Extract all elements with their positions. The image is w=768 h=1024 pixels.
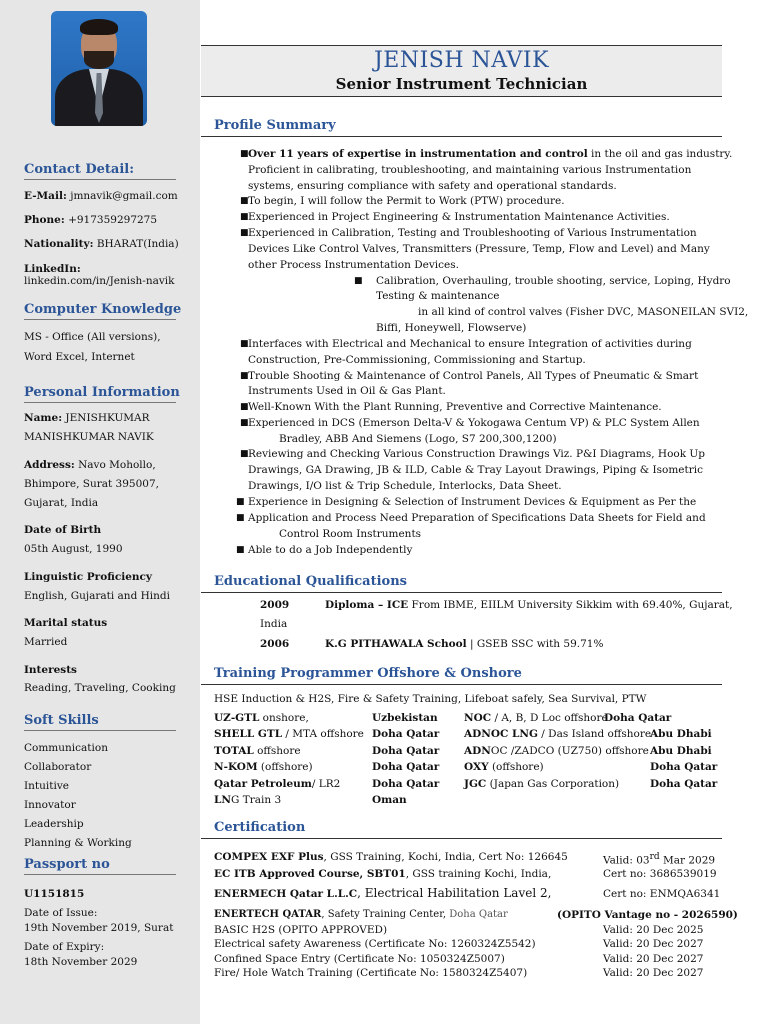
sidebar: [0, 0, 200, 1024]
profile-line: Drawings, I/O list & Trip Schedule, Interlocks, Data Sheet.: [248, 480, 562, 492]
marital-value: Married: [24, 636, 68, 648]
certification-entry: ENERTECH QATAR, Safety Training Center, Doha Qatar: [214, 909, 508, 920]
profile-line: Well-Known With the Plant Running, Preventive and Corrective Maintenance.: [248, 401, 662, 413]
computer-line-1: MS - Office (All versions),: [24, 331, 161, 343]
marital-label: Marital status: [24, 617, 108, 629]
bullet: ■: [236, 497, 245, 507]
training-intro: HSE Induction & H2S, Fire & Safety Training, Lifeboat safely, Sea Survival, PTW: [214, 693, 647, 705]
linkedin-label: LinkedIn:: [24, 263, 81, 275]
training-item: ADNOC LNG / Das Island offshore: [464, 728, 652, 740]
address-line: Address: Navo Mohollo,: [24, 459, 156, 471]
profile-line: Experienced in DCS (Emerson Delta-V & Yokogawa Centum VP) & PLC System Allen: [248, 417, 700, 429]
certification-validity: Valid: 20 Dec 2025: [603, 924, 704, 936]
profile-line: Trouble Shooting & Maintenance of Control Panels, All Types of Pneumatic & Smart: [248, 370, 699, 382]
profile-line: Experience in Designing & Selection of Instrument Devices & Equipment as Per the: [248, 496, 697, 508]
linkedin-link[interactable]: linkedin.com/in/Jenish-navik: [24, 275, 175, 287]
profile-line: Reviewing and Checking Various Construction Drawings Viz. P&I Diagrams, Hook Up: [248, 448, 706, 460]
certification-validity: Valid: 03rd Mar 2029: [603, 852, 716, 867]
training-place: Doha Qatar: [604, 712, 672, 724]
training-place: Oman: [372, 794, 407, 806]
soft-skill-item: Intuitive: [24, 780, 69, 792]
soft-skill-item: Planning & Working: [24, 837, 132, 849]
education-heading: Educational Qualifications: [214, 574, 407, 589]
training-place: Doha Qatar: [650, 778, 718, 790]
bullet: ■: [236, 513, 245, 523]
profile-line: Control Room Instruments: [279, 528, 422, 540]
certification-heading: Certification: [214, 820, 306, 835]
profile-line: Calibration, Overhauling, trouble shooting, service, Loping, Hydro: [376, 275, 731, 287]
certification-row: Fire/ Hole Watch Training (Certificate No: 1580324Z5407): [214, 967, 528, 979]
interests-value: Reading, Traveling, Cooking: [24, 682, 176, 694]
soft-skills-heading: Soft Skills: [24, 713, 176, 731]
profile-photo: [51, 11, 147, 126]
interests-label: Interests: [24, 664, 77, 676]
training-item: LNG Train 3: [214, 794, 282, 806]
name-line: Name: JENISHKUMAR: [24, 412, 150, 424]
dob-value: 05th August, 1990: [24, 543, 123, 555]
contact-heading: Contact Detail:: [24, 162, 176, 180]
profile-line: Experienced in Calibration, Testing and Troubleshooting of Various Instrumentation: [248, 227, 697, 239]
soft-skill-item: Collaborator: [24, 761, 92, 773]
profile-line: Interfaces with Electrical and Mechanical to ensure Integration of activities during: [248, 338, 692, 350]
training-place: Doha Qatar: [372, 745, 440, 757]
bullet: ■: [240, 196, 249, 206]
certification-row: Confined Space Entry (Certificate No: 1050324Z5007): [214, 953, 505, 965]
profile-line: Drawings, GA Drawing, JB & ILD, Cable & Tray Layout Drawings, Piping & Isometric: [248, 464, 703, 476]
bullet: ■: [354, 276, 363, 286]
bullet: ■: [240, 371, 249, 381]
certification-validity: Cert no: ENMQA6341: [603, 888, 721, 900]
language-label: Linguistic Proficiency: [24, 571, 153, 583]
nationality-line: Nationality: BHARAT(India): [24, 238, 179, 250]
training-item: TOTAL offshore: [214, 745, 301, 757]
passport-issue-label: Date of Issue:: [24, 907, 98, 919]
certification-validity: Valid: 20 Dec 2027: [603, 938, 704, 950]
profile-line: Proficient in calibrating, troubleshooting, and maintaining various Instrumentation: [248, 164, 692, 176]
profile-line: in all kind of control valves (Fisher DVC, MASONEILAN SVI2,: [418, 306, 749, 318]
certification-validity: Cert no: 3686539019: [603, 868, 717, 880]
certification-validity: Valid: 20 Dec 2027: [603, 967, 704, 979]
passport-expiry-label: Date of Expiry:: [24, 941, 105, 953]
profile-line: Application and Process Need Preparation of Specifications Data Sheets for Field and: [248, 512, 706, 524]
email-line: E-Mail: jmnavik@gmail.com: [24, 190, 178, 202]
section-rule: [201, 592, 722, 593]
training-place: Abu Dhabi: [650, 728, 712, 740]
bullet: ■: [236, 545, 245, 555]
soft-skill-item: Communication: [24, 742, 108, 754]
passport-heading: Passport no: [24, 857, 176, 875]
profile-line: Instruments Used in Oil & Gas Plant.: [248, 385, 446, 397]
certification-validity: (OPITO Vantage no - 2026590): [557, 909, 738, 921]
section-rule: [201, 684, 722, 685]
training-place: Doha Qatar: [650, 761, 718, 773]
training-place: Doha Qatar: [372, 761, 440, 773]
training-item: SHELL GTL / MTA offshore: [214, 728, 364, 740]
profile-line: Experienced in Project Engineering & Instrumentation Maintenance Activities.: [248, 211, 670, 223]
dob-label: Date of Birth: [24, 524, 102, 536]
computer-heading: Computer Knowledge: [24, 302, 176, 320]
bullet: ■: [240, 149, 249, 159]
passport-expiry: 18th November 2029: [24, 956, 138, 968]
profile-line: systems, ensuring compliance with safety and operational standards.: [248, 180, 617, 192]
education-year: 2009: [260, 599, 290, 611]
training-item: N-KOM (offshore): [214, 761, 313, 773]
training-item: Qatar Petroleum/ LR2: [214, 778, 341, 790]
bullet: ■: [240, 402, 249, 412]
profile-line: Construction, Pre-Commissioning, Commissioning and Startup.: [248, 354, 586, 366]
computer-line-2: Word Excel, Internet: [24, 351, 135, 363]
education-entry: Diploma – ICE From IBME, EIILM University Sikkim with 69.40%, Gujarat,: [325, 599, 733, 611]
education-entry: K.G PITHAWALA School | GSEB SSC with 59.71%: [325, 638, 604, 650]
education-year: 2006: [260, 638, 290, 650]
certification-entry: EC ITB Approved Course, SBT01, GSS training Kochi, India,: [214, 868, 552, 880]
training-place: Doha Qatar: [372, 728, 440, 740]
training-item: JGC (Japan Gas Corporation): [464, 778, 620, 790]
bullet: ■: [240, 418, 249, 428]
training-heading: Training Programmer Offshore & Onshore: [214, 666, 522, 681]
profile-line: other Process Instrumentation Devices.: [248, 259, 459, 271]
address-line-2: Bhimpore, Surat 395007,: [24, 478, 159, 490]
training-place: Uzbekistan: [372, 712, 438, 724]
name-line-2: MANISHKUMAR NAVIK: [24, 431, 154, 443]
profile-line: Biffi, Honeywell, Flowserve): [376, 322, 527, 334]
profile-line: Devices Like Control Valves, Transmitters (Pressure, Temp, Flow and Level) and Many: [248, 243, 710, 255]
profile-line: To begin, I will follow the Permit to Work (PTW) procedure.: [248, 195, 565, 207]
certification-entry: ENERMECH Qatar L.L.C, Electrical Habilitation Lavel 2,: [214, 886, 552, 900]
training-place: Abu Dhabi: [650, 745, 712, 757]
profile-heading: Profile Summary: [214, 118, 336, 133]
training-item: NOC / A, B, D Loc offshore: [464, 712, 608, 724]
bullet: ■: [240, 212, 249, 222]
certification-row: BASIC H2S (OPITO APPROVED): [214, 924, 388, 936]
soft-skill-item: Innovator: [24, 799, 76, 811]
training-item: UZ-GTL onshore,: [214, 712, 309, 724]
certification-row: Electrical safety Awareness (Certificate No: 1260324Z5542): [214, 938, 536, 950]
personal-heading: Personal Information: [24, 385, 176, 403]
training-place: Doha Qatar: [372, 778, 440, 790]
section-rule: [201, 838, 722, 839]
profile-line: Able to do a Job Independently: [248, 544, 413, 556]
bullet: ■: [240, 449, 249, 459]
profile-line: Bradley, ABB And Siemens (Logo, S7 200,300,1200): [279, 433, 557, 445]
passport-number: U1151815: [24, 888, 85, 900]
bullet: ■: [240, 339, 249, 349]
training-item: ADNOC /ZADCO (UZ750) offshore: [464, 745, 649, 757]
candidate-name: JENISH NAVIK: [373, 48, 550, 73]
email-link[interactable]: jmnavik@gmail.com: [70, 190, 178, 202]
language-value: English, Gujarati and Hindi: [24, 590, 170, 602]
passport-issue: 19th November 2019, Surat: [24, 922, 174, 934]
profile-line: Over 11 years of expertise in instrumentation and control in the oil and gas industry.: [248, 148, 733, 160]
soft-skill-item: Leadership: [24, 818, 84, 830]
education-entry-cont: India: [260, 618, 288, 630]
certification-entry: COMPEX EXF Plus, GSS Training, Kochi, India, Cert No: 126645: [214, 851, 568, 863]
phone-line: Phone: +917359297275: [24, 214, 158, 226]
certification-validity: Valid: 20 Dec 2027: [603, 953, 704, 965]
bullet: ■: [240, 228, 249, 238]
profile-line: Testing & maintenance: [376, 290, 500, 302]
address-line-3: Gujarat, India: [24, 497, 99, 509]
section-rule: [201, 136, 722, 137]
candidate-role: Senior Instrument Technician: [335, 75, 588, 93]
training-item: OXY (offshore): [464, 761, 544, 773]
